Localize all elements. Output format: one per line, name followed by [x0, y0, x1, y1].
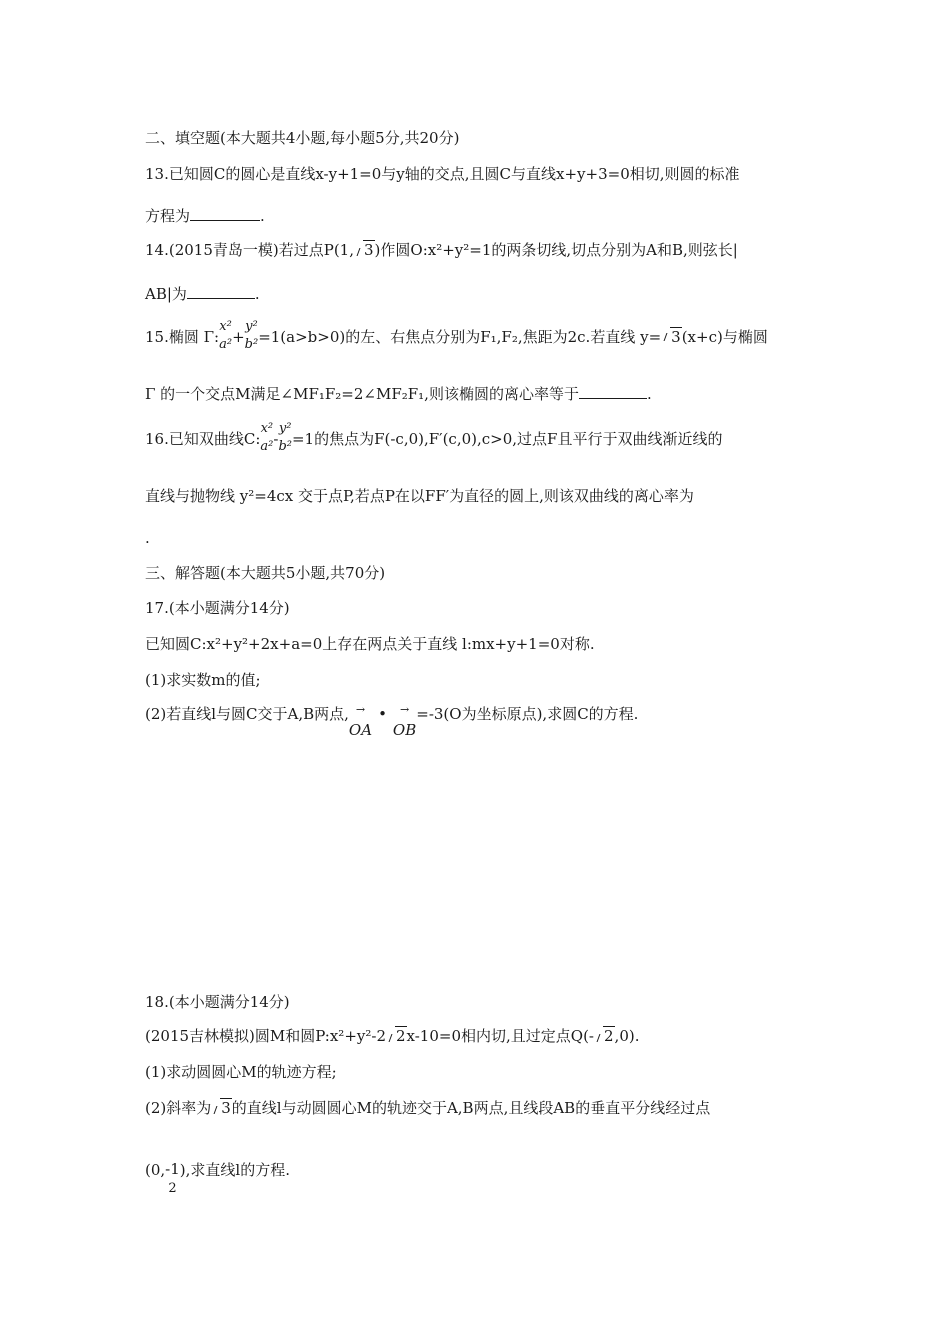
q15-line2-suffix: . [646, 385, 652, 403]
q13-line1: 13.已知圆C的圆心是直线x-y+1=0与y轴的交点,且圆C与直线x+y+3=0相切,则圆的标准 [145, 165, 740, 183]
q18-part2-p2: 的直线l与动圆圆心M的轨迹交于A,B两点,且线段AB的垂直平分线经过点 [231, 1099, 711, 1117]
q18-point-line [145, 1160, 290, 1196]
q14-part2: )作圆O:x²+y²=1的两条切线,切点分别为A和B,则弦长| [374, 241, 738, 259]
q17-vector-oa: → OA [348, 703, 373, 739]
q17-part2-p1: (2)若直线l与圆C交于A,B两点, [145, 705, 349, 723]
q18-stem-p2: x-10=0相内切,且过定点Q(- [406, 1027, 594, 1045]
q13-line2-prefix: 方程为 [145, 207, 191, 225]
vector-arrow-icon: → [399, 703, 410, 716]
section3-heading: 三、解答题(本大题共5小题,共70分) [145, 564, 386, 582]
q16-line1 [145, 421, 723, 456]
q18-point-prefix: (0, [145, 1161, 166, 1179]
q15-line2 [145, 384, 652, 404]
vector-arrow-icon: → [355, 703, 366, 716]
q18-part1: (1)求动圆圆心M的轨迹方程; [145, 1063, 337, 1081]
q17-part2 [145, 704, 638, 738]
q14-line2 [145, 284, 260, 304]
q14-line1 [145, 240, 738, 260]
q15-part2: =1(a>b>0)的左、右焦点分别为F₁,F₂,焦距为2c.若直线 y= [258, 328, 662, 346]
q18-sqrt3: 3 [211, 1098, 232, 1118]
q18-stem-p1: (2015吉林模拟)圆M和圆P:x²+y²-2 [145, 1027, 386, 1045]
q14-part1: 14.(2015青岛一模)若过点P(1, [145, 241, 354, 259]
q17-dot: • [378, 705, 387, 723]
q18-point-suffix: ),求直线l的方程. [179, 1161, 290, 1179]
section2-heading: 二、填空题(本大题共4小题,每小题5分,共20分) [145, 129, 460, 147]
q15-frac1: x² a² [219, 319, 233, 352]
q18-fraction-half: -1 2 [165, 1160, 180, 1196]
q18-part2-p1: (2)斜率为 [145, 1099, 212, 1117]
q13-line2 [145, 206, 265, 226]
q13-line2-suffix: . [260, 207, 265, 225]
q14-line2-prefix: AB|为 [145, 285, 187, 303]
q14-line2-suffix: . [254, 285, 260, 303]
q17-stem: 已知圆C:x²+y²+2x+a=0上存在两点关于直线 l:mx+y+1=0对称. [145, 635, 595, 653]
q18-sqrt1: 2 [386, 1026, 407, 1046]
q16-part1: 16.已知双曲线C: [145, 430, 261, 448]
q18-title: 18.(本小题满分14分) [145, 993, 290, 1011]
q15-plus: + [232, 328, 245, 346]
q18-stem [145, 1026, 639, 1046]
q17-vector-ob: → OB [392, 703, 417, 739]
q15-frac2: y² b² [244, 319, 259, 352]
q18-sqrt2: 2 [594, 1026, 615, 1046]
q16-line2: 直线与抛物线 y²=4cx 交于点P,若点P在以FF′为直径的圆上,则该双曲线的离心率为 [145, 487, 694, 505]
q16-frac1: x² a² [260, 421, 274, 454]
q15-line1 [145, 319, 768, 354]
q14-answer-blank [187, 284, 255, 299]
q16-line3: . [145, 529, 150, 547]
q16-minus: - [273, 430, 279, 448]
q15-sqrt: 3 [661, 325, 682, 349]
q15-part3: (x+c)与椭圆 [681, 328, 768, 346]
q13-answer-blank [190, 206, 260, 221]
q15-part1: 15.椭圆 Γ: [145, 328, 220, 346]
q16-frac2: y² b² [278, 421, 292, 454]
q17-part2-p2: =-3(O为坐标原点),求圆C的方程. [416, 705, 639, 723]
q15-line2-prefix: Γ 的一个交点M满足∠MF₁F₂=2∠MF₂F₁,则该椭圆的离心率等于 [145, 385, 579, 403]
q14-sqrt: 3 [354, 240, 375, 260]
q16-part2: =1的焦点为F(-c,0),F′(c,0),c>0,过点F且平行于双曲线渐近线的 [291, 430, 723, 448]
q17-part1: (1)求实数m的值; [145, 671, 261, 689]
q15-answer-blank [579, 384, 647, 399]
q17-title: 17.(本小题满分14分) [145, 599, 290, 617]
q18-stem-p3: ,0). [614, 1027, 640, 1045]
q18-part2 [145, 1098, 710, 1118]
